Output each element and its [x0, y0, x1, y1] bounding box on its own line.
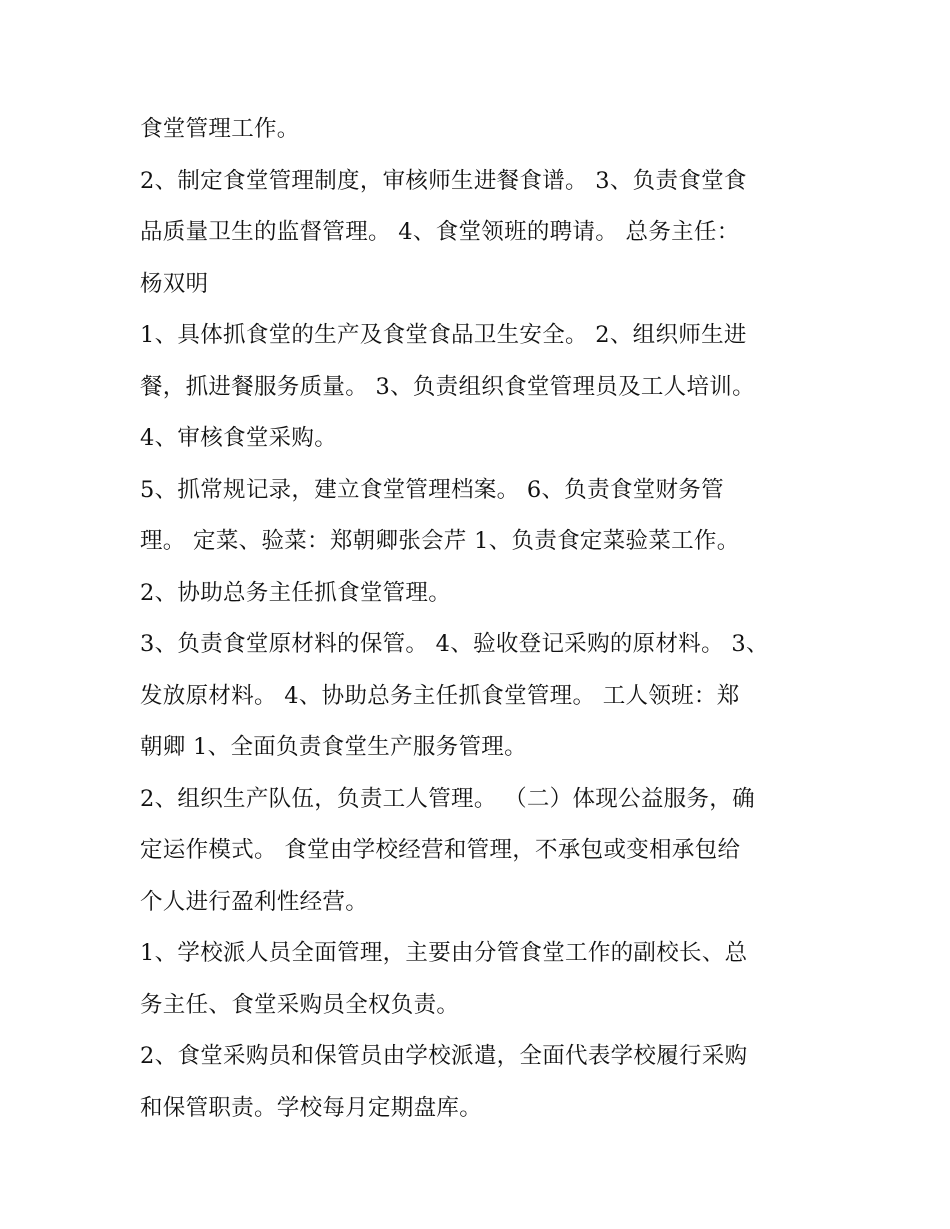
text-line: 理。 定菜、验菜：郑朝卿张会芹 1、负责食定菜验菜工作。 [140, 528, 740, 554]
text-line: 发放原材料。 4、协助总务主任抓食堂管理。 工人领班：郑 [140, 682, 740, 709]
text-line: 2、制定食堂管理制度，审核师生进餐食谱。 3、负责食堂食 [140, 167, 747, 194]
text-line: 品质量卫生的监督管理。 4、食堂领班的聘请。 总务主任： [140, 219, 740, 245]
text-line: 朝卿 1、全面负责食堂生产服务管理。 [140, 734, 527, 760]
text-line: 2、协助总务主任抓食堂管理。 [140, 579, 452, 606]
text-line: 5、抓常规记录，建立食堂管理档案。 6、负责食堂财务管 [140, 476, 724, 503]
text-line: 餐，抓进餐服务质量。 3、负责组织食堂管理员及工人培训。 [140, 373, 755, 400]
text-line: 1、学校派人员全面管理，主要由分管食堂工作的副校长、总 [140, 940, 748, 966]
text-line: 杨双明 [140, 270, 209, 297]
text-line: 务主任、食堂采购员全权负责。 [140, 991, 460, 1018]
text-line: 个人进行盈利性经营。 [140, 888, 369, 915]
text-line: 2、食堂采购员和保管员由学校派遣，全面代表学校履行采购 [140, 1043, 748, 1069]
text-line: 和保管职责。学校每月定期盘库。 [140, 1094, 483, 1121]
text-line: 2、组织生产队伍，负责工人管理。 （二）体现公益服务，确 [140, 785, 755, 812]
text-line: 定运作模式。 食堂由学校经营和管理，不承包或变相承包给 [140, 837, 741, 863]
text-line: 3、负责食堂原材料的保管。 4、验收登记采购的原材料。 3、 [140, 631, 769, 657]
text-line: 4、审核食堂采购。 [140, 425, 338, 451]
text-line: 食堂管理工作。 [140, 116, 300, 142]
text-line: 1、具体抓食堂的生产及食堂食品卫生安全。 2、组织师生进 [140, 322, 747, 348]
document-body [140, 104, 810, 1134]
